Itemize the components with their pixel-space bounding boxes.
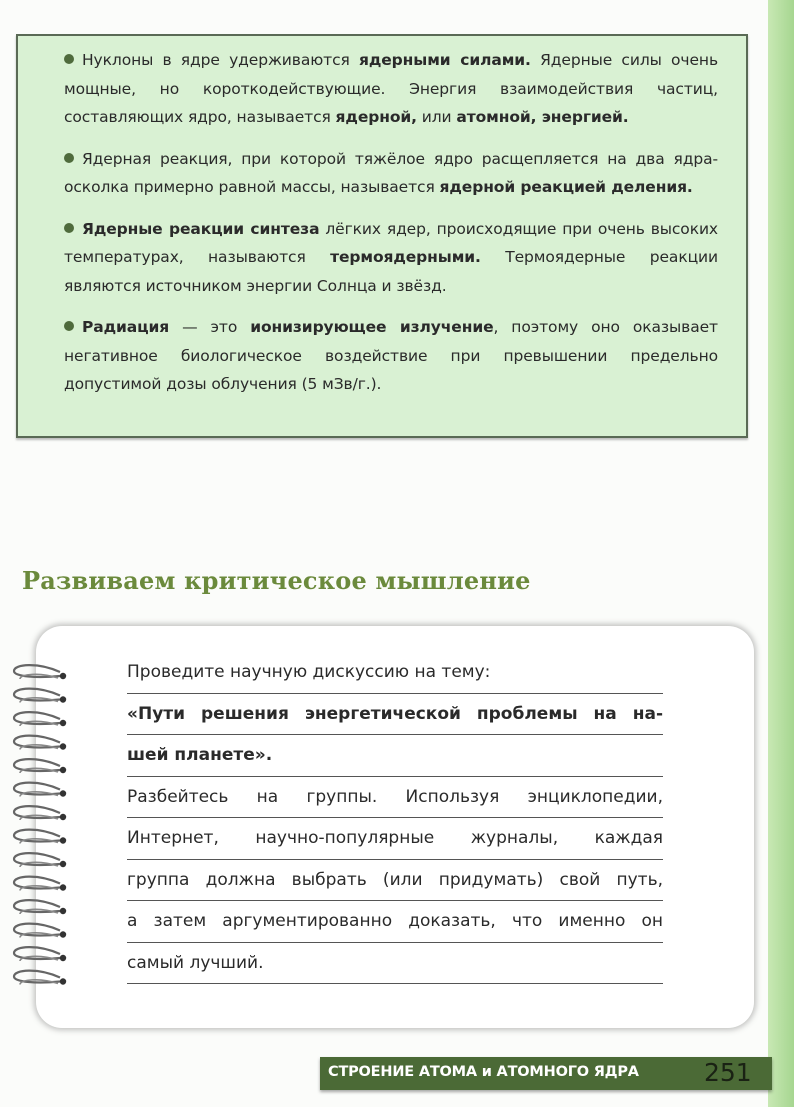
text-segment: лёгких ядер, происходящие при очень высоких температурах, называются	[64, 219, 719, 266]
key-term: Радиация	[82, 318, 170, 336]
summary-paragraph	[64, 145, 718, 202]
summary-paragraph	[64, 46, 718, 132]
page-footer	[320, 1057, 772, 1090]
text-segment: , поэтому оно оказывает негативное биологическое воздействие при превышении предельно допустимой дозы облучения (5 мЗв/г.).	[64, 318, 718, 393]
bullet-icon	[64, 223, 74, 233]
line-text: «Пути решения энергетической проблемы на на-	[127, 703, 663, 724]
summary-paragraph	[64, 313, 718, 399]
text-segment: Нуклоны в ядре удерживаются	[82, 51, 359, 69]
text-segment: или	[416, 108, 457, 126]
ruled-line	[127, 860, 663, 902]
summary-box	[16, 34, 748, 438]
line-text: Проведите научную дискуссию на тему:	[127, 662, 491, 682]
line-text: а затем аргументированно доказать, что именно он	[127, 911, 663, 931]
summary-paragraph	[64, 215, 718, 301]
key-term: ядерной реакцией деления.	[439, 178, 693, 196]
line-text: Интернет, научно-популярные журналы, каждая	[127, 828, 663, 848]
ruled-line	[127, 652, 663, 694]
ruled-line	[127, 735, 663, 777]
ruled-line	[127, 901, 663, 943]
key-term: Ядерные реакции синтеза	[82, 219, 320, 238]
page-edge-strip	[768, 0, 794, 1107]
key-term: атомной, энергией.	[456, 108, 629, 126]
ruled-line	[127, 943, 663, 985]
line-text: группа должна выбрать (или придумать) свой путь,	[127, 869, 663, 890]
ruled-line	[127, 777, 663, 819]
chapter-title: СТРОЕНИЕ АТОМА и АТОМНОГО ЯДРА	[328, 1064, 639, 1080]
bullet-icon	[64, 54, 74, 64]
ruled-line	[127, 818, 663, 860]
key-term: ядерными силами.	[359, 51, 531, 69]
text-segment: Термоядерные реакции являются источником энергии Солнца и звёзд.	[64, 248, 718, 295]
key-term: термоядерными.	[330, 248, 481, 266]
text-segment: Ядерные силы очень мощные, но короткодействующие. Энергия взаимодействия частиц, составляющих ядро, называется	[64, 51, 718, 126]
task-text	[127, 652, 663, 984]
text-segment: — это	[169, 318, 251, 336]
line-text: самый лучший.	[127, 952, 264, 973]
section-heading: Развиваем критическое мышление	[22, 566, 531, 595]
bullet-icon	[64, 153, 74, 163]
key-term: ядерной,	[335, 108, 417, 126]
key-term: ионизирующее излучение	[250, 318, 494, 336]
bullet-icon	[64, 321, 74, 331]
line-text: шей планете».	[127, 745, 273, 765]
text-segment: Ядерная реакция, при которой тяжёлое ядро расщепляется на два ядра-осколка примерно равной массы, называется	[64, 149, 718, 196]
spiral-binding-icon	[8, 660, 68, 1000]
line-text: Разбейтесь на группы. Используя энциклопедии,	[127, 786, 663, 807]
ruled-line	[127, 694, 663, 736]
page-number: 251	[704, 1058, 752, 1087]
